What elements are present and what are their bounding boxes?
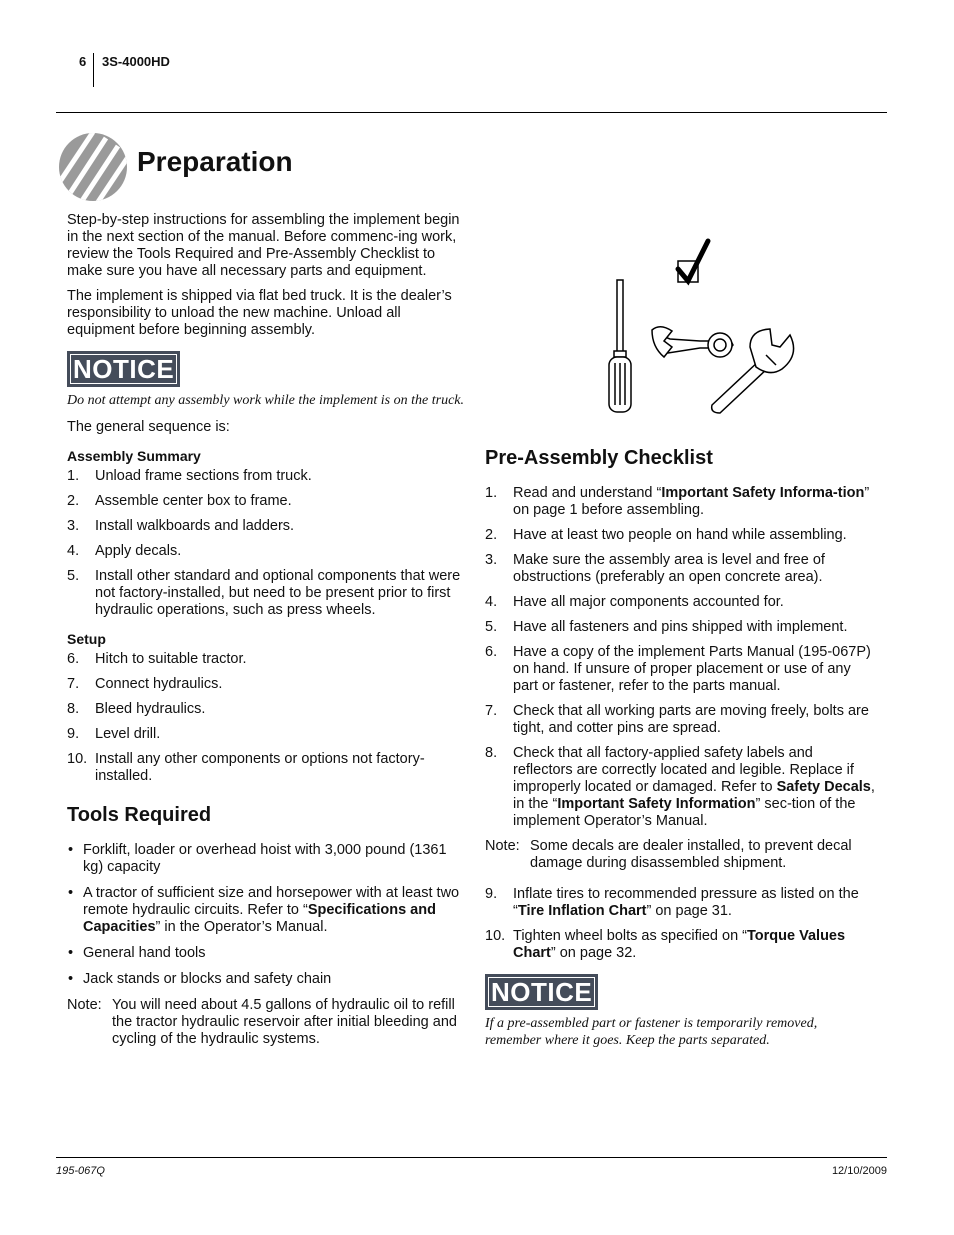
list-item: • A tractor of sufficient size and horsepower with at least two remote hydraulic circuits. Refer to “Specifications and Capacities” in the Operator’s Manual. [68, 885, 460, 935]
note-label: Note: [67, 997, 102, 1013]
list-item: • Jack stands or blocks and safety chain [68, 971, 332, 987]
list-item: • General hand tools [68, 945, 206, 961]
sequence-intro: The general sequence is: [67, 419, 230, 435]
list-item: 1. Unload frame sections from truck. [67, 468, 312, 484]
tools-required-heading: Tools Required [67, 804, 212, 826]
page-title: Preparation [137, 146, 293, 177]
hydraulic-oil-note [67, 997, 467, 1048]
page-number: 6 [79, 54, 87, 69]
document-number: 195-067Q [56, 1165, 105, 1177]
list-item: 9. Inflate tires to recommended pressure as listed on the “Tire Inflation Chart” on page 31. [485, 886, 859, 919]
list-item: 5. Have all fasteners and pins shipped with implement. [485, 619, 848, 635]
note-label: Note: [485, 838, 520, 854]
screwdriver-icon [609, 280, 631, 412]
top-rule [56, 112, 887, 113]
checkbox-check-icon [678, 241, 708, 282]
notice-label: NOTICE [485, 974, 598, 1010]
checklist-continued [485, 886, 875, 962]
list-item: 10. Tighten wheel bolts as specified on “Torque Values Chart” on page 32. [485, 928, 846, 961]
list-item: 6. Have a copy of the implement Parts Manual (195-067P) on hand. If unsure of proper placement or use of any part or fastener, refer to the parts manual. [485, 644, 871, 694]
assembly-summary-list [67, 468, 467, 619]
document-date: 12/10/2009 [831, 1165, 887, 1177]
bottom-rule [56, 1157, 887, 1158]
list-item: 3. Install walkboards and ladders. [67, 518, 295, 534]
list-item: • Forklift, loader or overhead hoist with 3,000 pound (1361 kg) capacity [68, 842, 447, 875]
notice-text: If a pre-assembled part or fastener is temporarily removed, remember where it goes. Keep the parts separated. [485, 1016, 818, 1048]
setup-heading: Setup [67, 631, 106, 647]
list-item: 4. Apply decals. [67, 543, 182, 559]
list-item: 4. Have all major components accounted for. [485, 594, 784, 610]
notice-block-1 [67, 351, 467, 387]
list-item: 7. Connect hydraulics. [67, 676, 223, 692]
tools-list [67, 842, 467, 988]
notice-block-2 [485, 974, 875, 1010]
list-item: 2. Assemble center box to frame. [67, 493, 292, 509]
decal-note [485, 838, 875, 872]
setup-list [67, 651, 467, 785]
right-column [485, 447, 875, 1049]
tools-illustration [600, 235, 810, 420]
note-text: You will need about 4.5 gallons of hydraulic oil to refill the tractor hydraulic reservoir after initial bleeding and cycling of the hydraulic systems. [112, 997, 457, 1047]
list-item: 7. Check that all working parts are moving freely, bolts are tight, and cotter pins are spread. [485, 703, 869, 736]
notice-label: NOTICE [67, 351, 180, 387]
list-item: 8. Check that all factory-applied safety labels and reflectors are correctly located and legible. Replace if improperly located or damaged. Refer to Safety Decals, in the “Important Safety Information” sec-tion of the implement Operator’s Manual. [485, 745, 875, 829]
list-item: 10. Install any other components or options not factory-installed. [67, 751, 425, 784]
intro-paragraph-1: Step-by-step instructions for assembling the implement begin in the next section of the manual. Before commenc-ing work, review the Tools Required and Pre-Assembly Checklist to make sure you have all necessary parts and equipment. [67, 212, 460, 279]
pre-assembly-checklist-heading: Pre-Assembly Checklist [485, 447, 713, 469]
list-item: 8. Bleed hydraulics. [67, 701, 206, 717]
assembly-summary-heading: Assembly Summary [67, 448, 201, 464]
header-divider [93, 53, 94, 87]
list-item: 9. Level drill. [67, 726, 161, 742]
brand-logo-icon [58, 132, 128, 202]
checklist [485, 485, 875, 830]
note-text: Some decals are dealer installed, to prevent decal damage during disassembled shipment. [530, 838, 852, 871]
list-item: 6. Hitch to suitable tractor. [67, 651, 247, 667]
list-item: 5. Install other standard and optional components that were not factory-installed, but need to be present prior to first hydraulic operations, such as press wheels. [67, 568, 461, 618]
left-column [67, 212, 467, 1048]
intro-paragraph-2: The implement is shipped via flat bed truck. It is the dealer’s responsibility to unload the new machine. Unload all equipment before beginning assembly. [67, 288, 452, 338]
list-item: 1. Read and understand “Important Safety Informa-tion” on page 1 before assembling. [485, 485, 870, 518]
list-item: 2. Have at least two people on hand while assembling. [485, 527, 847, 543]
wrench-icon [652, 327, 733, 357]
model-name: 3S-4000HD [102, 54, 170, 69]
notice-text: Do not attempt any assembly work while the implement is on the truck. [67, 393, 464, 408]
list-item: 3. Make sure the assembly area is level and free of obstructions (preferably an open concrete area). [485, 552, 825, 585]
